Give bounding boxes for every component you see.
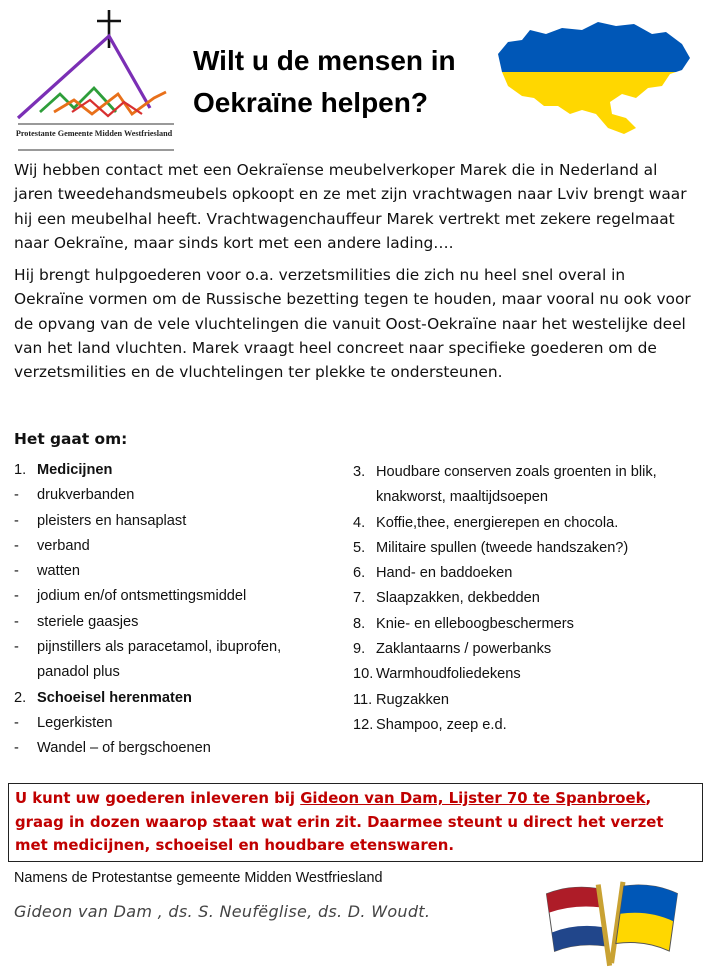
list-item-marker: 9. [353,641,366,658]
list-item-marker: - [14,563,19,580]
list-item-marker: 11. [353,691,373,708]
list-item-marker: 1. [14,462,27,478]
list-item-marker: 12. [353,716,374,733]
title-line-1: Wilt u de mensen in [193,45,456,76]
list-item [353,713,698,738]
list-item-text: Shampoo, zeep e.d. [376,716,507,733]
list-item [353,511,698,536]
list-item [353,536,698,561]
list-item-marker: - [14,613,19,630]
list-item-text: Slaapzakken, dekbedden [376,590,540,607]
ukraine-flag-map-icon [486,10,698,140]
list-item [353,561,698,586]
list-item-marker: 2. [14,689,27,706]
list-item [14,584,334,609]
list-item [14,559,334,584]
list-item [14,711,334,736]
needs-list-right [353,460,698,738]
list-item-marker: 5. [353,539,366,556]
list-item-marker: 8. [353,615,366,632]
list-item [14,509,334,534]
intro-paragraph-2: Hij brengt hulpgoederen voor o.a. verzetsmilities die zich nu heel snel overal in Oekraïne vormen om de Russische bezetting tegen te houden, maar vooral nu ook voor de opvang van de vele vluchtelingen die vanuit Oost-Oekraïne naar het westelijke deel van het land vluchten. Marek vraagt heel concreet naar specifieke goederen om de verzetsmilities en de vluchtelingen ter plekke te ondersteunen. [14,266,691,382]
netherlands-ukraine-flag-pins-icon [540,876,702,976]
list-item-text: verband [37,537,90,554]
list-item [353,460,698,511]
list-item-text: Zaklantaarns / powerbanks [376,641,552,658]
list-item [353,637,698,662]
list-item-marker: - [14,512,19,529]
list-item-marker: - [14,639,19,656]
list-item [14,635,334,686]
list-item [14,458,334,483]
list-item-text: Schoeisel herenmaten [37,689,192,706]
list-item [353,612,698,637]
signature: Gideon van Dam , ds. S. Neufëglise, ds. D. Woudt. [14,902,431,921]
list-heading: Het gaat om: [14,430,128,448]
list-item-marker: 4. [353,514,366,531]
list-item-marker: 6. [353,565,366,582]
title-line-2: Oekraïne helpen? [193,87,428,118]
list-item [353,586,698,611]
list-item-text: steriele gaasjes [37,613,139,630]
intro-paragraph-1: Wij hebben contact met een Oekraïense meubelverkoper Marek die in Nederland al jaren tweedehandsmeubels opkoopt en ze met zijn vrachtwagen naar Lviv brengt waar hij een meubelhal heeft. Vrachtwagenchauffeur Marek vertrekt met zekere regelmaat naar Oekraïne, maar sinds kort met een andere lading…. [14,161,687,252]
list-item-text: drukverbanden [37,487,135,504]
list-item-text: jodium en/of ontsmettingsmiddel [37,588,247,605]
list-item-text: watten [37,563,80,580]
list-item-text: Rugzakken [376,691,450,708]
drop-off-address: Gideon van Dam, Lijster 70 te Spanbroek [300,789,646,807]
list-item-marker: 3. [353,464,366,480]
notice-part-2: , graag in dozen waarop staat wat erin zit. Daarmee steunt u direct het verzet met medicijnen, schoeisel en houdbare etenswaren. [15,789,664,854]
list-item-text: pleisters en hansaplast [37,512,187,529]
list-item-text: Wandel – of bergschoenen [37,740,211,757]
list-item [353,662,698,687]
intro-text [14,158,698,393]
list-item-text: Knie- en elleboogbeschermers [376,615,574,632]
list-item-marker: - [14,487,19,504]
list-item-marker: - [14,537,19,554]
list-item-marker: - [14,588,19,605]
list-item-text: Koffie,thee, energierepen en chocola. [376,514,619,531]
list-item-marker: - [14,714,19,731]
list-item-marker: 10. [353,666,374,683]
list-item-marker: 7. [353,590,366,607]
list-item-text: Militaire spullen (tweede handszaken?) [376,539,629,556]
list-item-text: Houdbare conserven zoals groenten in blik, knakworst, maaltijdsoepen [376,464,657,506]
list-item [14,686,334,711]
list-item [14,483,334,508]
list-item-text: Hand- en baddoeken [376,565,513,582]
drop-off-notice [8,783,703,862]
list-item [14,534,334,559]
signoff-text: Namens de Protestantse gemeente Midden Westfriesland [14,870,383,886]
list-item-text: Warmhoudfoliedekens [376,666,521,683]
notice-part-1: U kunt uw goederen inleveren bij [15,789,301,807]
list-item-marker: - [14,740,19,757]
list-item [14,736,334,761]
list-item-text: pijnstillers als paracetamol, ibuprofen, panadol plus [37,639,282,681]
page-title [193,40,493,124]
list-item [353,688,698,713]
needs-list-left [14,458,334,762]
list-item-text: Medicijnen [37,462,113,478]
logo-caption: Protestante Gemeente Midden Westfriesland [15,129,173,138]
list-item [14,610,334,635]
list-item-text: Legerkisten [37,714,113,731]
